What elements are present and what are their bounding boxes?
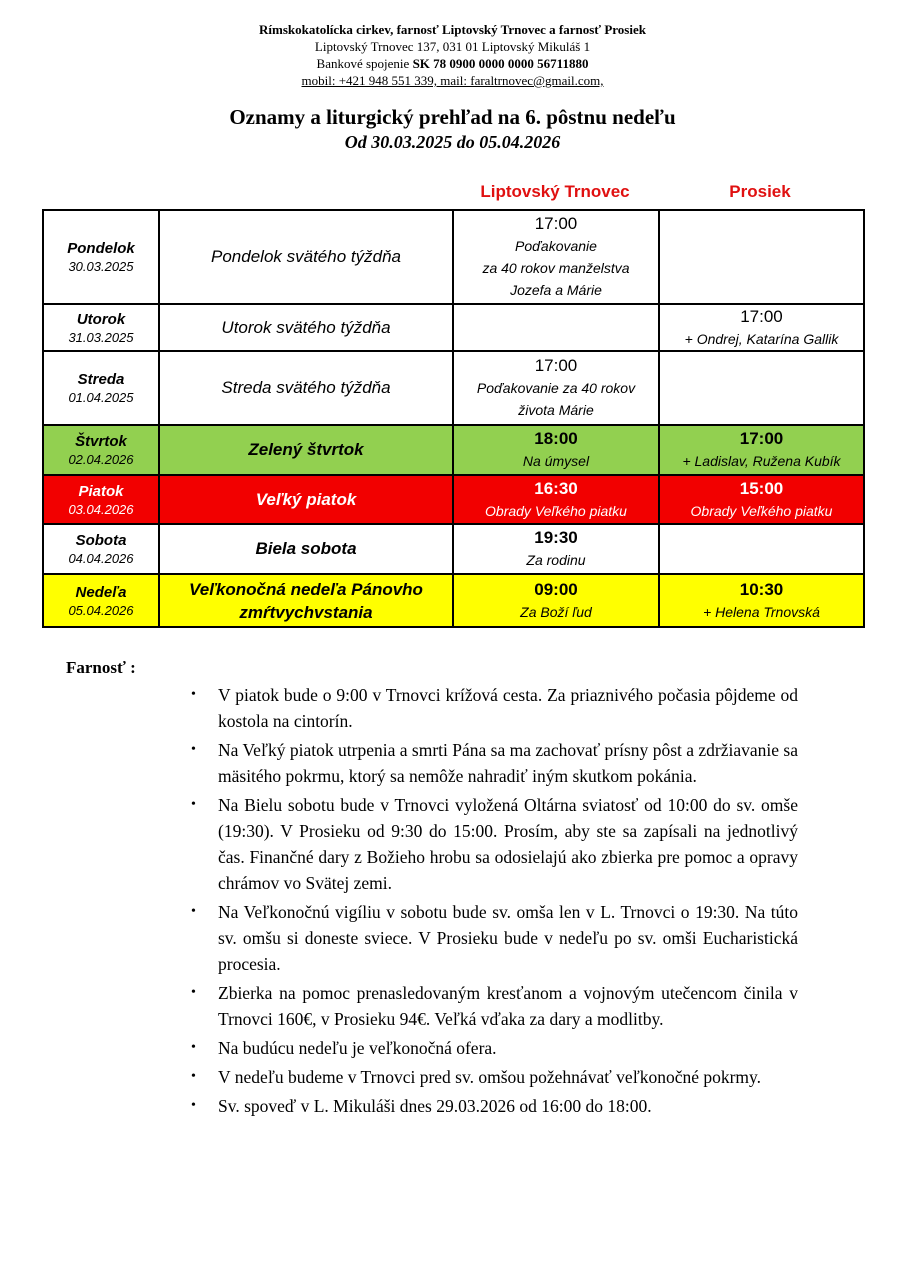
day-cell bbox=[43, 304, 159, 351]
day-date: 02.04.2026 bbox=[68, 452, 134, 467]
bullet-icon: • bbox=[191, 742, 196, 757]
feast-name: Biela sobota bbox=[255, 539, 357, 558]
trnovec-cell bbox=[453, 351, 659, 425]
bullet-icon: • bbox=[191, 1069, 196, 1084]
trnovec-cell bbox=[453, 524, 659, 574]
day-date: 03.04.2026 bbox=[68, 501, 134, 517]
trnovec-cell bbox=[453, 574, 659, 627]
mass-time: 19:30 bbox=[534, 528, 578, 547]
table-row bbox=[43, 475, 864, 524]
announcements-heading: Farnosť : bbox=[66, 658, 136, 677]
list-item bbox=[188, 1035, 798, 1061]
list-item bbox=[188, 1093, 798, 1119]
bullet-icon: • bbox=[191, 797, 196, 812]
list-item bbox=[188, 737, 798, 789]
mass-time: 10:30 bbox=[739, 579, 784, 599]
mass-intention: Jozefa a Márie bbox=[510, 282, 602, 298]
feast-cell bbox=[159, 425, 453, 475]
bank-account: SK 78 0900 0000 0000 56711880 bbox=[412, 56, 589, 71]
announcement-text: Na budúcu nedeľu je veľkonočná ofera. bbox=[218, 1038, 497, 1058]
letterhead bbox=[0, 21, 905, 89]
mass-time: 09:00 bbox=[534, 579, 578, 599]
mass-time: 17:00 bbox=[740, 306, 783, 326]
table-row bbox=[43, 210, 864, 304]
announcement-text: V nedeľu budeme v Trnovci pred sv. omšou požehnávať veľkonočné pokrmy. bbox=[218, 1067, 762, 1087]
list-item bbox=[188, 980, 798, 1032]
page-title: Oznamy a liturgický prehľad na 6. pôstnu nedeľu bbox=[229, 105, 676, 129]
mass-time: 17:00 bbox=[534, 214, 578, 233]
feast-name: Veľký piatok bbox=[255, 489, 357, 509]
mass-intention: + Ondrej, Katarína Gallik bbox=[684, 330, 839, 347]
prosiek-cell bbox=[659, 304, 864, 351]
trnovec-cell bbox=[453, 475, 659, 524]
announcement-text: V piatok bude o 9:00 v Trnovci krížová cesta. Za priaznivého počasia pôjdeme od kostola na cintorín. bbox=[218, 685, 798, 731]
day-cell bbox=[43, 351, 159, 425]
prosiek-cell bbox=[659, 210, 864, 304]
mass-intention: + Ladislav, Ružena Kubík bbox=[682, 453, 841, 469]
bank-label: Bankové spojenie bbox=[316, 56, 413, 71]
mass-time: 15:00 bbox=[739, 478, 784, 498]
table-row bbox=[43, 524, 864, 574]
prosiek-cell bbox=[659, 574, 864, 627]
table-row bbox=[43, 304, 864, 351]
day-cell bbox=[43, 574, 159, 627]
bullet-icon: • bbox=[191, 904, 196, 919]
list-item bbox=[188, 682, 798, 734]
day-date: 01.04.2025 bbox=[68, 390, 134, 405]
mass-intention: života Márie bbox=[518, 402, 594, 418]
column-header-liptovsky-trnovec: Liptovský Trnovec bbox=[480, 182, 630, 201]
day-date: 05.04.2026 bbox=[68, 602, 134, 618]
mass-intention: Poďakovanie za 40 rokov bbox=[476, 380, 636, 396]
feast-name: Pondelok svätého týždňa bbox=[211, 247, 401, 266]
list-item bbox=[188, 792, 798, 896]
prosiek-cell bbox=[659, 475, 864, 524]
mass-time: 17:00 bbox=[534, 356, 578, 375]
day-cell bbox=[43, 475, 159, 524]
mass-intention: + Helena Trnovská bbox=[703, 603, 820, 620]
mass-intention: Na úmysel bbox=[522, 453, 590, 469]
day-name: Štvrtok bbox=[75, 433, 127, 450]
mass-intention: Za rodinu bbox=[526, 552, 586, 568]
feast-cell bbox=[159, 574, 453, 627]
mass-intention: Obrady Veľkého piatku bbox=[485, 502, 627, 519]
bank-info bbox=[0, 55, 905, 72]
contact-info[interactable]: mobil: +421 948 551 339, mail: faraltrnovec@gmail.com, bbox=[301, 73, 604, 88]
feast-name: Zelený štvrtok bbox=[248, 440, 364, 459]
bullet-icon: • bbox=[191, 1040, 196, 1055]
feast-cell bbox=[159, 524, 453, 574]
day-cell bbox=[43, 425, 159, 475]
mass-time: 16:30 bbox=[534, 478, 578, 498]
bullet-icon: • bbox=[191, 687, 196, 702]
day-name: Streda bbox=[77, 371, 125, 388]
feast-cell bbox=[159, 210, 453, 304]
feast-name: Utorok svätého týždňa bbox=[221, 317, 391, 337]
column-header-prosiek: Prosiek bbox=[729, 182, 791, 201]
trnovec-cell bbox=[453, 210, 659, 304]
mass-intention: Poďakovanie bbox=[515, 238, 597, 254]
prosiek-cell bbox=[659, 351, 864, 425]
mass-schedule-table bbox=[42, 209, 865, 628]
prosiek-cell bbox=[659, 425, 864, 475]
day-name: Piatok bbox=[78, 482, 124, 500]
day-name: Nedeľa bbox=[75, 583, 127, 601]
announcement-text: Sv. spoveď v L. Mikuláši dnes 29.03.2026 od 16:00 do 18:00. bbox=[218, 1096, 652, 1116]
table-row bbox=[43, 574, 864, 627]
date-range: Od 30.03.2025 do 05.04.2026 bbox=[344, 132, 561, 152]
feast-cell bbox=[159, 304, 453, 351]
organization-name: Rímskokatolícka cirkev, farnosť Liptovský Trnovec a farnosť Prosiek bbox=[259, 22, 646, 37]
feast-cell bbox=[159, 351, 453, 425]
announcements-list bbox=[188, 682, 798, 1122]
parish-address: Liptovský Trnovec 137, 031 01 Liptovský Mikuláš 1 bbox=[314, 39, 591, 54]
prosiek-cell bbox=[659, 524, 864, 574]
table-row bbox=[43, 425, 864, 475]
feast-cell bbox=[159, 475, 453, 524]
trnovec-cell bbox=[453, 304, 659, 351]
day-cell bbox=[43, 210, 159, 304]
announcement-text: Na Veľkonočnú vigíliu v sobotu bude sv. omša len v L. Trnovci o 19:30. Na túto sv. omšu si doneste sviece. V Prosieku bude v nedeľu po sv. omši Eucharistická procesia. bbox=[218, 902, 798, 974]
day-name: Sobota bbox=[75, 532, 127, 549]
mass-intention: za 40 rokov manželstva bbox=[482, 260, 630, 276]
trnovec-cell bbox=[453, 425, 659, 475]
mass-time: 17:00 bbox=[739, 429, 784, 448]
day-name: Utorok bbox=[76, 310, 126, 328]
mass-time: 18:00 bbox=[534, 429, 578, 448]
list-item bbox=[188, 1064, 798, 1090]
mass-intention: Obrady Veľkého piatku bbox=[690, 502, 833, 519]
list-item bbox=[188, 899, 798, 977]
announcement-text: Na Bielu sobotu bude v Trnovci vyložená Oltárna sviatosť od 10:00 do sv. omše (19:30). V Prosieku od 9:30 do 15:00. Prosím, aby ste sa zapísali na jednotlivý čas. Finančné dary z Božieho hrobu sa odosielajú ako zbierka pre pomoc a opravy chrámov vo Svätej zemi. bbox=[218, 795, 798, 893]
day-date: 31.03.2025 bbox=[68, 329, 134, 345]
day-date: 04.04.2026 bbox=[68, 551, 134, 566]
table-row bbox=[43, 351, 864, 425]
day-name: Pondelok bbox=[67, 240, 135, 257]
announcement-text: Zbierka na pomoc prenasledovaným kresťanom a vojnovým utečencom činila v Trnovci 160€, v Prosieku 94€. Veľká vďaka za dary a modlitby. bbox=[218, 983, 798, 1029]
bullet-icon: • bbox=[191, 985, 196, 1000]
day-date: 30.03.2025 bbox=[68, 259, 134, 274]
bullet-icon: • bbox=[191, 1098, 196, 1113]
feast-name: Veľkonočná nedeľa Pánovho zmŕtvychvstania bbox=[189, 579, 423, 622]
day-cell bbox=[43, 524, 159, 574]
mass-intention: Za Boží ľud bbox=[520, 603, 592, 620]
feast-name: Streda svätého týždňa bbox=[221, 378, 391, 397]
announcement-text: Na Veľký piatok utrpenia a smrti Pána sa ma zachovať prísny pôst a zdržiavanie sa mäsitého pokrmu, ktorý sa nemôže nahradiť iným skutkom pokánia. bbox=[218, 740, 798, 786]
